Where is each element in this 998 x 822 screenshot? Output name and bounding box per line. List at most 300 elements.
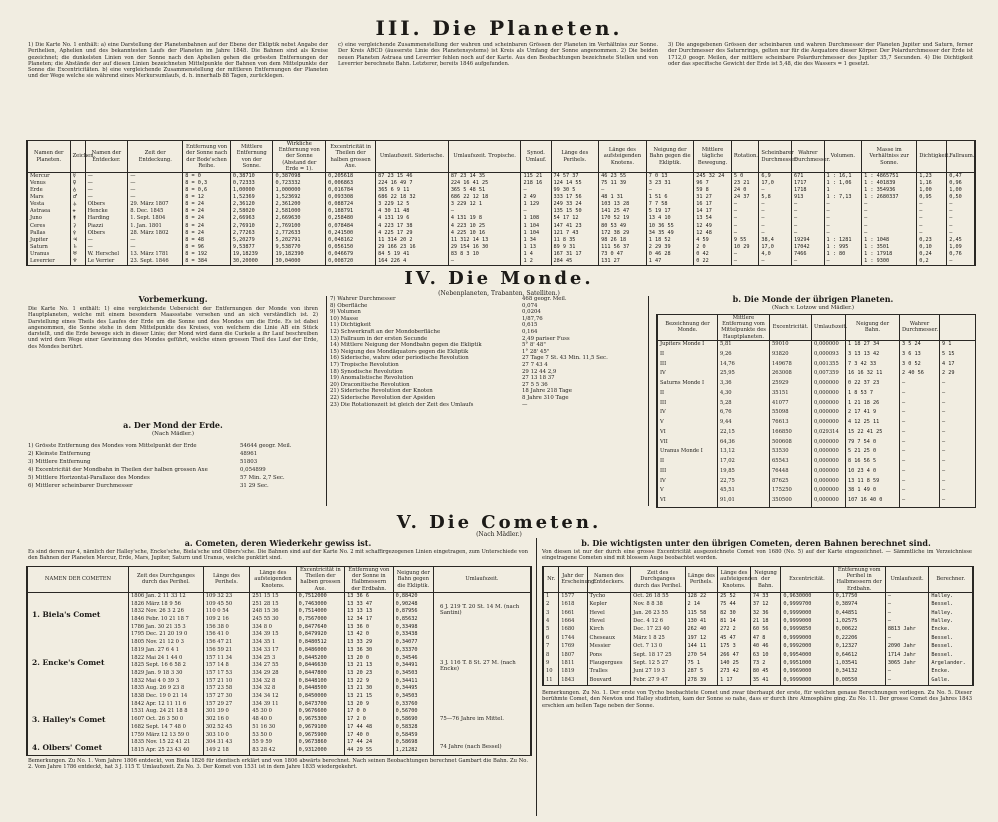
comet-b-cell: Bessel. [929, 652, 973, 660]
planet-cell: 164 226 4 [376, 258, 449, 265]
planet-cell: 284 45 [551, 258, 599, 265]
planet-cell: — [947, 258, 975, 265]
comet-cell: 1835 Nov. 15 22 41 21 [129, 739, 204, 747]
comet-name-olbers: 4. Olbers' Comet [32, 743, 103, 752]
planet-cell: — [759, 201, 792, 208]
comet-cell: 1,21282 [393, 747, 433, 755]
planet-cell: 0,50 [947, 194, 975, 201]
moon-cell: 15 22 41 25 [846, 429, 900, 439]
moon-prop-item: 12) Schwerkraft an der Mondoberfläche [330, 328, 441, 335]
planet-cell: 38,4 [759, 237, 792, 244]
planet-cell: 7 0 13 [646, 173, 694, 181]
comet-cell: 1795 Dec. 21 20 19 0 [129, 631, 204, 639]
comet-row [28, 678, 531, 686]
planet-cell: 0,723332 [273, 180, 326, 187]
moon-row [658, 419, 976, 429]
comet-b-cell: 1769 [559, 643, 587, 651]
planet-cell: — [85, 173, 128, 181]
moon-cell: 5 21 25 0 [846, 448, 900, 458]
moon-cell: 13,12 [718, 448, 770, 458]
moon-prop-value: 468 geogr. Meil. [522, 296, 567, 302]
planet-cell: 8 = 192 [183, 251, 231, 258]
planet-cell: 0,088724 [326, 201, 376, 208]
comet-b-cell: 0,9992000 [781, 643, 833, 651]
comet-b-cell: 130 41 [685, 618, 718, 626]
planet-cell: 7 7 58 [646, 201, 694, 208]
comet-b-cell: 0,17750 [833, 592, 885, 601]
comet-b-cell: 1744 [559, 635, 587, 643]
comet-b-cell: Encke. [929, 668, 973, 676]
planet-cell: 1,00 [947, 187, 975, 194]
planet-cell: 89 9 31 [551, 244, 599, 251]
planet-cell: — [824, 201, 862, 208]
planet-cell: 31 27 [694, 194, 732, 201]
comet-b-cell: 5 [544, 626, 559, 634]
comet-cell: 0,90248 [393, 601, 433, 609]
planet-cell: — [791, 201, 824, 208]
moon-cell: 9,44 [718, 419, 770, 429]
planet-cell: Ceres [28, 223, 71, 230]
planet-cell: 19,182390 [273, 251, 326, 258]
comet-row [28, 647, 531, 655]
planet-cell: 0,23 [917, 237, 947, 244]
comet-cell [433, 624, 530, 632]
planet-cell: 8 = 48 [183, 237, 231, 244]
moon-cell: 0 22 37 23 [846, 380, 900, 390]
planet-cell: — [85, 237, 128, 244]
comet-b-cell: 6 [544, 635, 559, 643]
moon-cell: — [900, 478, 940, 488]
moon-cell: 22,75 [718, 478, 770, 488]
comet-b-cell: Tycho [587, 592, 631, 601]
comet-b-cell: 25 52 [718, 592, 751, 601]
moon-cell: Jupiters Monde I [658, 340, 718, 351]
planet-cell: 1 104 [521, 230, 551, 237]
planet-cell: 8 = 24 [183, 223, 231, 230]
planet-cell: 1,52369 [230, 194, 273, 201]
moon-cell: 53530 [770, 448, 812, 458]
planet-cell: Leverrier [28, 258, 71, 265]
comet-cell: 109 45 50 [203, 601, 249, 609]
comet-cell: 156 59 21 [203, 647, 249, 655]
planet-cell: 4 59 [694, 237, 732, 244]
moon-header-cell: Mittlere Entfernung vom Mittelpunkte des Hauptplaneten. [718, 315, 770, 340]
comet-b-header-cell: Excentricität. [781, 567, 833, 592]
planet-cell: 23 21 [731, 180, 759, 187]
comet-b-cell: 1807 [559, 652, 587, 660]
planet-header-cell: Wahrer Durchmesser. [791, 141, 824, 173]
moon-cell: 3,36 [718, 380, 770, 390]
moon-cell: 0,000000 [812, 478, 846, 488]
planet-cell: 4 223 17 38 [376, 223, 449, 230]
planet-cell: 103 13 28 [599, 201, 647, 208]
comet-b-cell: 0,9630000 [781, 592, 833, 601]
comet-b-cell: Galle. [929, 677, 973, 685]
moon-cell: 1 8 53 7 [846, 390, 900, 400]
moon-cell: 0,000000 [812, 487, 846, 497]
moon-row [658, 390, 976, 400]
planet-cell: 141 25 47 [599, 208, 647, 215]
comet-b-header-cell: Länge des Perihels. [685, 567, 718, 592]
planet-header-cell: Volumen. [824, 141, 862, 173]
comet-b-cell: 0,9999000 [781, 618, 833, 626]
moon-cell: 0,000000 [812, 390, 846, 400]
planet-cell: — [862, 223, 917, 230]
comet-b-cell: 75 44 [718, 601, 751, 609]
comet-b-cell: 273 42 [718, 668, 751, 676]
moon-cell: V [658, 419, 718, 429]
moon-prop-item: 14) Mittlere Neigung der Mondbahn gegen die Ekliptik [330, 342, 482, 349]
comet-cell: 0,9676600 [296, 708, 344, 716]
comet-row [28, 639, 531, 647]
planet-cell: Hencke [85, 208, 128, 215]
planet-cell: 8 = 12 [183, 194, 231, 201]
comet-cell: 12 34 17 [345, 616, 393, 624]
comet-row [28, 592, 531, 600]
planets-note-b: c) eine vergleichende Zusammenstellung der wahren und scheinbaren Grössen der Planeten im Verhältniss zur Sonne. Der Kreis ABCD (äusserste Linie des Planetensystems) ist Kreis als Umfang der Sonne angenommen. 2) Die beiden neuen Planeten Astraea und Leverrier fehlen noch auf der Karte. Aus den Beobachtungen bezeichnete Stellen und von Leverrier berechnete Bahn. Letzterer, bereits 1846 aufgefunden. [338, 42, 658, 67]
moon-prop-value: 18 Jahre 218 Tage [522, 388, 572, 395]
comet-name-biela: 1. Biela's Comet [32, 610, 101, 619]
comet-b-cell: Oct. 7 13 0 [631, 643, 685, 651]
comet-cell: 1825 Sept. 16 6 58 2 [129, 662, 204, 670]
moon-row [658, 351, 976, 361]
comet-b-cell: 175 3 [718, 643, 751, 651]
planet-cell: 13 4 10 [646, 215, 694, 222]
comet-b-cell: 75 1 [685, 660, 718, 668]
comet-b-header-cell: Neigung der Bahn. [750, 567, 780, 592]
moon-cell: — [900, 439, 940, 449]
comet-cell: 1531 Aug. 24 21 18 8 [129, 708, 204, 716]
planet-cell: 8 = 0 [183, 173, 231, 181]
comet-b-cell: 0,9999850 [781, 626, 833, 634]
planet-cell: Mercur [28, 173, 71, 181]
comet-umlauf-halley: 75—76 Jahre im Mittel. [440, 716, 504, 722]
comet-b-cell: — [885, 618, 929, 626]
comet-cell: 17 44 48 [345, 724, 393, 732]
comet-b-cell: Messier [587, 643, 631, 651]
planet-cell: 115 21 [521, 173, 551, 181]
comet-b-cell: 262 40 [685, 626, 718, 634]
planet-cell: 131 27 [599, 258, 647, 265]
moon-props-values [522, 296, 642, 408]
planet-cell: 1,523692 [273, 194, 326, 201]
moon-row [658, 380, 976, 390]
planet-cell: 172 38 29 [599, 230, 647, 237]
planet-cell: 24 37 [731, 194, 759, 201]
moon-prop-item: 9) Volumen [330, 309, 361, 316]
comet-cell: 0,7567000 [296, 616, 344, 624]
comet-cell: 0,58459 [393, 732, 433, 740]
planet-cell: — [947, 215, 975, 222]
comet-cell: 0,58698 [393, 739, 433, 747]
planet-cell: — [731, 251, 759, 258]
moon-prop-value: 29 12 44 2,9 [522, 368, 557, 375]
moon-cell: — [900, 429, 940, 439]
moons-other-title: b. Die Monde der übrigen Planeten. [732, 294, 894, 304]
comet-b-row [544, 635, 973, 643]
comet-cell: 0,8448100 [296, 678, 344, 686]
comet-cell: 0,34546 [393, 655, 433, 663]
comet-b-cell: 8813 Jahr [885, 626, 929, 634]
comet-header-cell: Länge des aufsteigenden Knotens. [250, 567, 296, 592]
comet-cell [28, 678, 129, 686]
moon-prop-value: 5° 8' 48" [522, 342, 546, 349]
comet-cell: 13 21 30 [345, 685, 393, 693]
comet-b-cell: — [885, 601, 929, 609]
planet-header-cell: Umlaufszeit. Tropische. [448, 141, 521, 173]
comet-b-cell: 128 22 [685, 592, 718, 601]
comet-b-cell: 1577 [559, 592, 587, 601]
moon-row [658, 448, 976, 458]
comet-b-cell: 9 [544, 660, 559, 668]
comet-b-cell: Dec. 4 12 6 [631, 618, 685, 626]
comet-cell: 0,85632 [393, 616, 433, 624]
planet-cell: 0 22 [694, 258, 732, 265]
comet-cell [28, 647, 129, 655]
planet-cell: 1 : 401839 [862, 180, 917, 187]
comet-b-cell: — [885, 592, 929, 601]
comet-b-cell: 287 5 [685, 668, 718, 676]
comet-b-cell: 47 8 [750, 635, 780, 643]
comet-b-row [544, 677, 973, 685]
comet-row [28, 732, 531, 740]
comet-b-cell: 266 47 [718, 652, 751, 660]
comet-b-cell: Bouvard [587, 677, 631, 685]
comet-cell: 0,9675300 [296, 716, 344, 724]
planet-cell: 17,0 [759, 180, 792, 187]
planet-cell: — [759, 258, 792, 265]
moon-prop-value: 0,0204 [522, 309, 541, 316]
planet-cell: Pallas [28, 230, 71, 237]
planet-cell: 2,66963 [230, 215, 273, 222]
moons-other-sub: (Nach v. Lotzow und Mädler.) [771, 305, 855, 311]
planet-cell: 98 26 18 [599, 237, 647, 244]
moon-cell: — [940, 487, 976, 497]
comet-b-cell: Kirch [587, 626, 631, 634]
planet-cell: 74 57 37 [551, 173, 599, 181]
moon-cell: 65543 [770, 458, 812, 468]
moon-cell: II [658, 458, 718, 468]
comet-cell: 1846 Febr. 10 21 18 7 [129, 616, 204, 624]
moon-cell: 4 17 [940, 361, 976, 371]
comet-cell: 17 0 0 [345, 708, 393, 716]
comet-b-cell: Bessel. [929, 601, 973, 609]
comet-header-cell: Zeit des Durchganges durch das Perihel. [129, 567, 204, 592]
comet-b-cell: 1714 Jahr [885, 652, 929, 660]
planet-cell: 12 48 [694, 230, 732, 237]
moon-cell: 1 18 27 34 [846, 340, 900, 351]
planet-cell: Erde [28, 187, 71, 194]
planet-cell: 0,24 [917, 251, 947, 258]
moon-cell: — [940, 497, 976, 507]
comet-b-cell: 0,64612 [833, 652, 885, 660]
planet-cell: — [917, 230, 947, 237]
moon-prop-item: 7) Wahrer Durchmesser [330, 296, 396, 302]
comet-b-cell: 0,22206 [833, 635, 885, 643]
planet-cell: Mars [28, 194, 71, 201]
comet-b-row [544, 610, 973, 618]
comet-cell [433, 724, 530, 732]
moon-header-cell: Umlaufszeit. [812, 315, 846, 340]
planet-row [28, 215, 975, 222]
moon-prop-item: 16) Siderische, wahre oder periodische Revolution [330, 355, 469, 362]
comet-cell: 1682 Sept. 14 7 48 0 [129, 724, 204, 732]
comet-cell: 251 28 15 [250, 601, 296, 609]
planet-cell: 1 : 9300 [862, 258, 917, 265]
comet-cell: 0,58328 [393, 724, 433, 732]
moon-prop-item: 15) Neigung des Mondäquators gegen die Ekliptik [330, 348, 469, 355]
planet-cell: — [731, 230, 759, 237]
planet-cell: ⚹ [70, 208, 85, 215]
moon-cell: IV [658, 409, 718, 419]
comet-cell [28, 685, 129, 693]
comet-b-cell: 278 39 [685, 677, 718, 685]
comet-cell: 1819 Jan. 27 6 4 1 [129, 647, 204, 655]
moon-prop-value: 27 5 5 36 [522, 381, 548, 388]
comet-b-cell: Tralles [587, 668, 631, 676]
moon-cell: 1 21 18 26 [846, 400, 900, 410]
comet-cell: 13 22 9 [345, 678, 393, 686]
comets-subtitle: (Nach Mädler.) [476, 531, 522, 538]
comet-cell [433, 678, 530, 686]
planet-cell: 17042 [791, 244, 824, 251]
comet-b-cell: 45 47 [718, 635, 751, 643]
planet-cell: 5 0 [731, 173, 759, 181]
moon-cell: 7 3 42 33 [846, 361, 900, 371]
comet-cell: 0,56700 [393, 708, 433, 716]
planet-header-cell: Dichtigkeit. [917, 141, 947, 173]
moon-cell: — [940, 468, 976, 478]
moon-earth-values [240, 442, 320, 490]
planet-cell: 2 29 39 [646, 244, 694, 251]
planet-cell: 48 1 31 [599, 194, 647, 201]
comet-cell: 1786 Jan. 30 21 35 3 [129, 624, 204, 632]
planet-cell: — [947, 208, 975, 215]
comet-cell: 156 38 0 [203, 624, 249, 632]
planet-cell: 5,202791 [273, 237, 326, 244]
moon-row [658, 429, 976, 439]
comet-row [28, 724, 531, 732]
moon-cell: VII [658, 439, 718, 449]
comet-b-cell: 73 2 [750, 660, 780, 668]
comet-b-cell: Dec. 17 23 40 [631, 626, 685, 634]
planet-cell: — [448, 258, 521, 265]
moon-cell: 149678 [770, 361, 812, 371]
comet-cell: 51 16 30 [250, 724, 296, 732]
comet-cell: 334 34 12 [250, 693, 296, 701]
planet-cell: ⚶ [70, 201, 85, 208]
moon-header-cell: Excentricität. [770, 315, 812, 340]
comet-cell: 1832 Nov. 26 3 2 26 [129, 608, 204, 616]
planet-cell: 0,10 [917, 244, 947, 251]
comet-b-cell: 82 30 [718, 610, 751, 618]
comet-cell: 0,58690 [393, 716, 433, 724]
planet-cell: — [791, 230, 824, 237]
planet-header-cell: Namen der Planeten. [28, 141, 71, 173]
moon-prop-value: 0,074 [522, 302, 538, 309]
comet-cell [433, 592, 530, 600]
comet-cell: 304 31 43 [203, 739, 249, 747]
comet-cell: 1826 März 18 9 56 [129, 601, 204, 609]
planet-cell: 4 225 10 16 [448, 230, 521, 237]
moon-cell: — [900, 409, 940, 419]
comet-b-cell: Juni 27 19 3 [631, 668, 685, 676]
comet-cell [28, 592, 129, 600]
comet-b-header-cell: Umlaufszeit. [885, 567, 929, 592]
planet-cell: — [947, 223, 975, 230]
comet-cell: 334 32 8 [250, 678, 296, 686]
moon-prop-value: 1° 28' 45" [522, 348, 550, 355]
planet-cell: 8 = 24 [183, 215, 231, 222]
moon-row [658, 370, 976, 380]
comet-cell: 302 52 45 [203, 724, 249, 732]
planet-cell: — [759, 230, 792, 237]
planet-cell: 8 = 0,3 [183, 180, 231, 187]
comet-cell: 0,34411 [393, 678, 433, 686]
planet-cell: 19,18239 [230, 251, 273, 258]
moon-cell: VI [658, 497, 718, 507]
moon-cell: — [900, 390, 940, 400]
comet-header-cell: Entfernung von der Sonne in Halbmessern der Erdbahn. [345, 567, 393, 592]
comet-b-cell: Febr. 27 9 47 [631, 677, 685, 685]
moon-cell: 59010 [770, 340, 812, 351]
moon-cell: 38 1 49 0 [846, 487, 900, 497]
comet-cell: 0,8448500 [296, 685, 344, 693]
planet-cell: 1 [824, 187, 862, 194]
comet-b-cell: 197 12 [685, 635, 718, 643]
planet-cell: 0,093308 [326, 194, 376, 201]
planet-cell: 224 16 49 7 [376, 180, 449, 187]
planet-cell: Le Verrier [85, 258, 128, 265]
comet-cell: 17 44 24 [345, 739, 393, 747]
planet-cell: 2,58020 [230, 208, 273, 215]
moon-cell: 13 11 8 59 [846, 478, 900, 488]
planet-cell: 1. Sept. 1804 [128, 215, 183, 222]
moon-earth-item: 6) Mittlerer scheinbarer Durchmesser [28, 483, 133, 489]
planet-header-cell: Masse im Verhältniss zur Sonne. [862, 141, 917, 173]
moon-cell: — [900, 380, 940, 390]
comet-cell: 302 16 0 [203, 716, 249, 724]
comet-cell: 0,7463000 [296, 601, 344, 609]
planet-cell: 1 : 1048 [862, 237, 917, 244]
comet-b-cell: Kepler [587, 601, 631, 609]
comet-b-header-cell: Berechner. [929, 567, 973, 592]
moon-cell: — [900, 448, 940, 458]
planet-cell: 1,000000 [273, 187, 326, 194]
moon-cell: 0,000000 [812, 468, 846, 478]
planet-cell: 9,53877 [230, 244, 273, 251]
moon-cell: — [900, 468, 940, 478]
moon-prop-item: 8) Oberfläche [330, 302, 368, 309]
planet-cell: 1 : 1281 [824, 237, 862, 244]
planet-cell: 24 0 [731, 187, 759, 194]
planet-cell: 0,241500 [326, 230, 376, 237]
comets-b-table [542, 566, 974, 686]
planet-cell: 10 36 55 [646, 223, 694, 230]
comet-b-cell: 32 36 [750, 610, 780, 618]
moon-cell: 19,85 [718, 468, 770, 478]
planet-cell: — [791, 223, 824, 230]
moon-cell: 76613 [770, 419, 812, 429]
planet-cell: 111 56 37 [599, 244, 647, 251]
comets-a-title: a. Cometen, deren Wiederkehr gewiss ist. [184, 538, 372, 548]
moon-earth-item: 2) Kleinste Entfernung [28, 451, 91, 457]
planet-cell: 1717 [791, 180, 824, 187]
planet-cell: — [448, 208, 521, 215]
planet-cell: — [759, 215, 792, 222]
comet-cell: 55 9 59 [250, 739, 296, 747]
moon-cell: 3 0 52 [900, 361, 940, 371]
